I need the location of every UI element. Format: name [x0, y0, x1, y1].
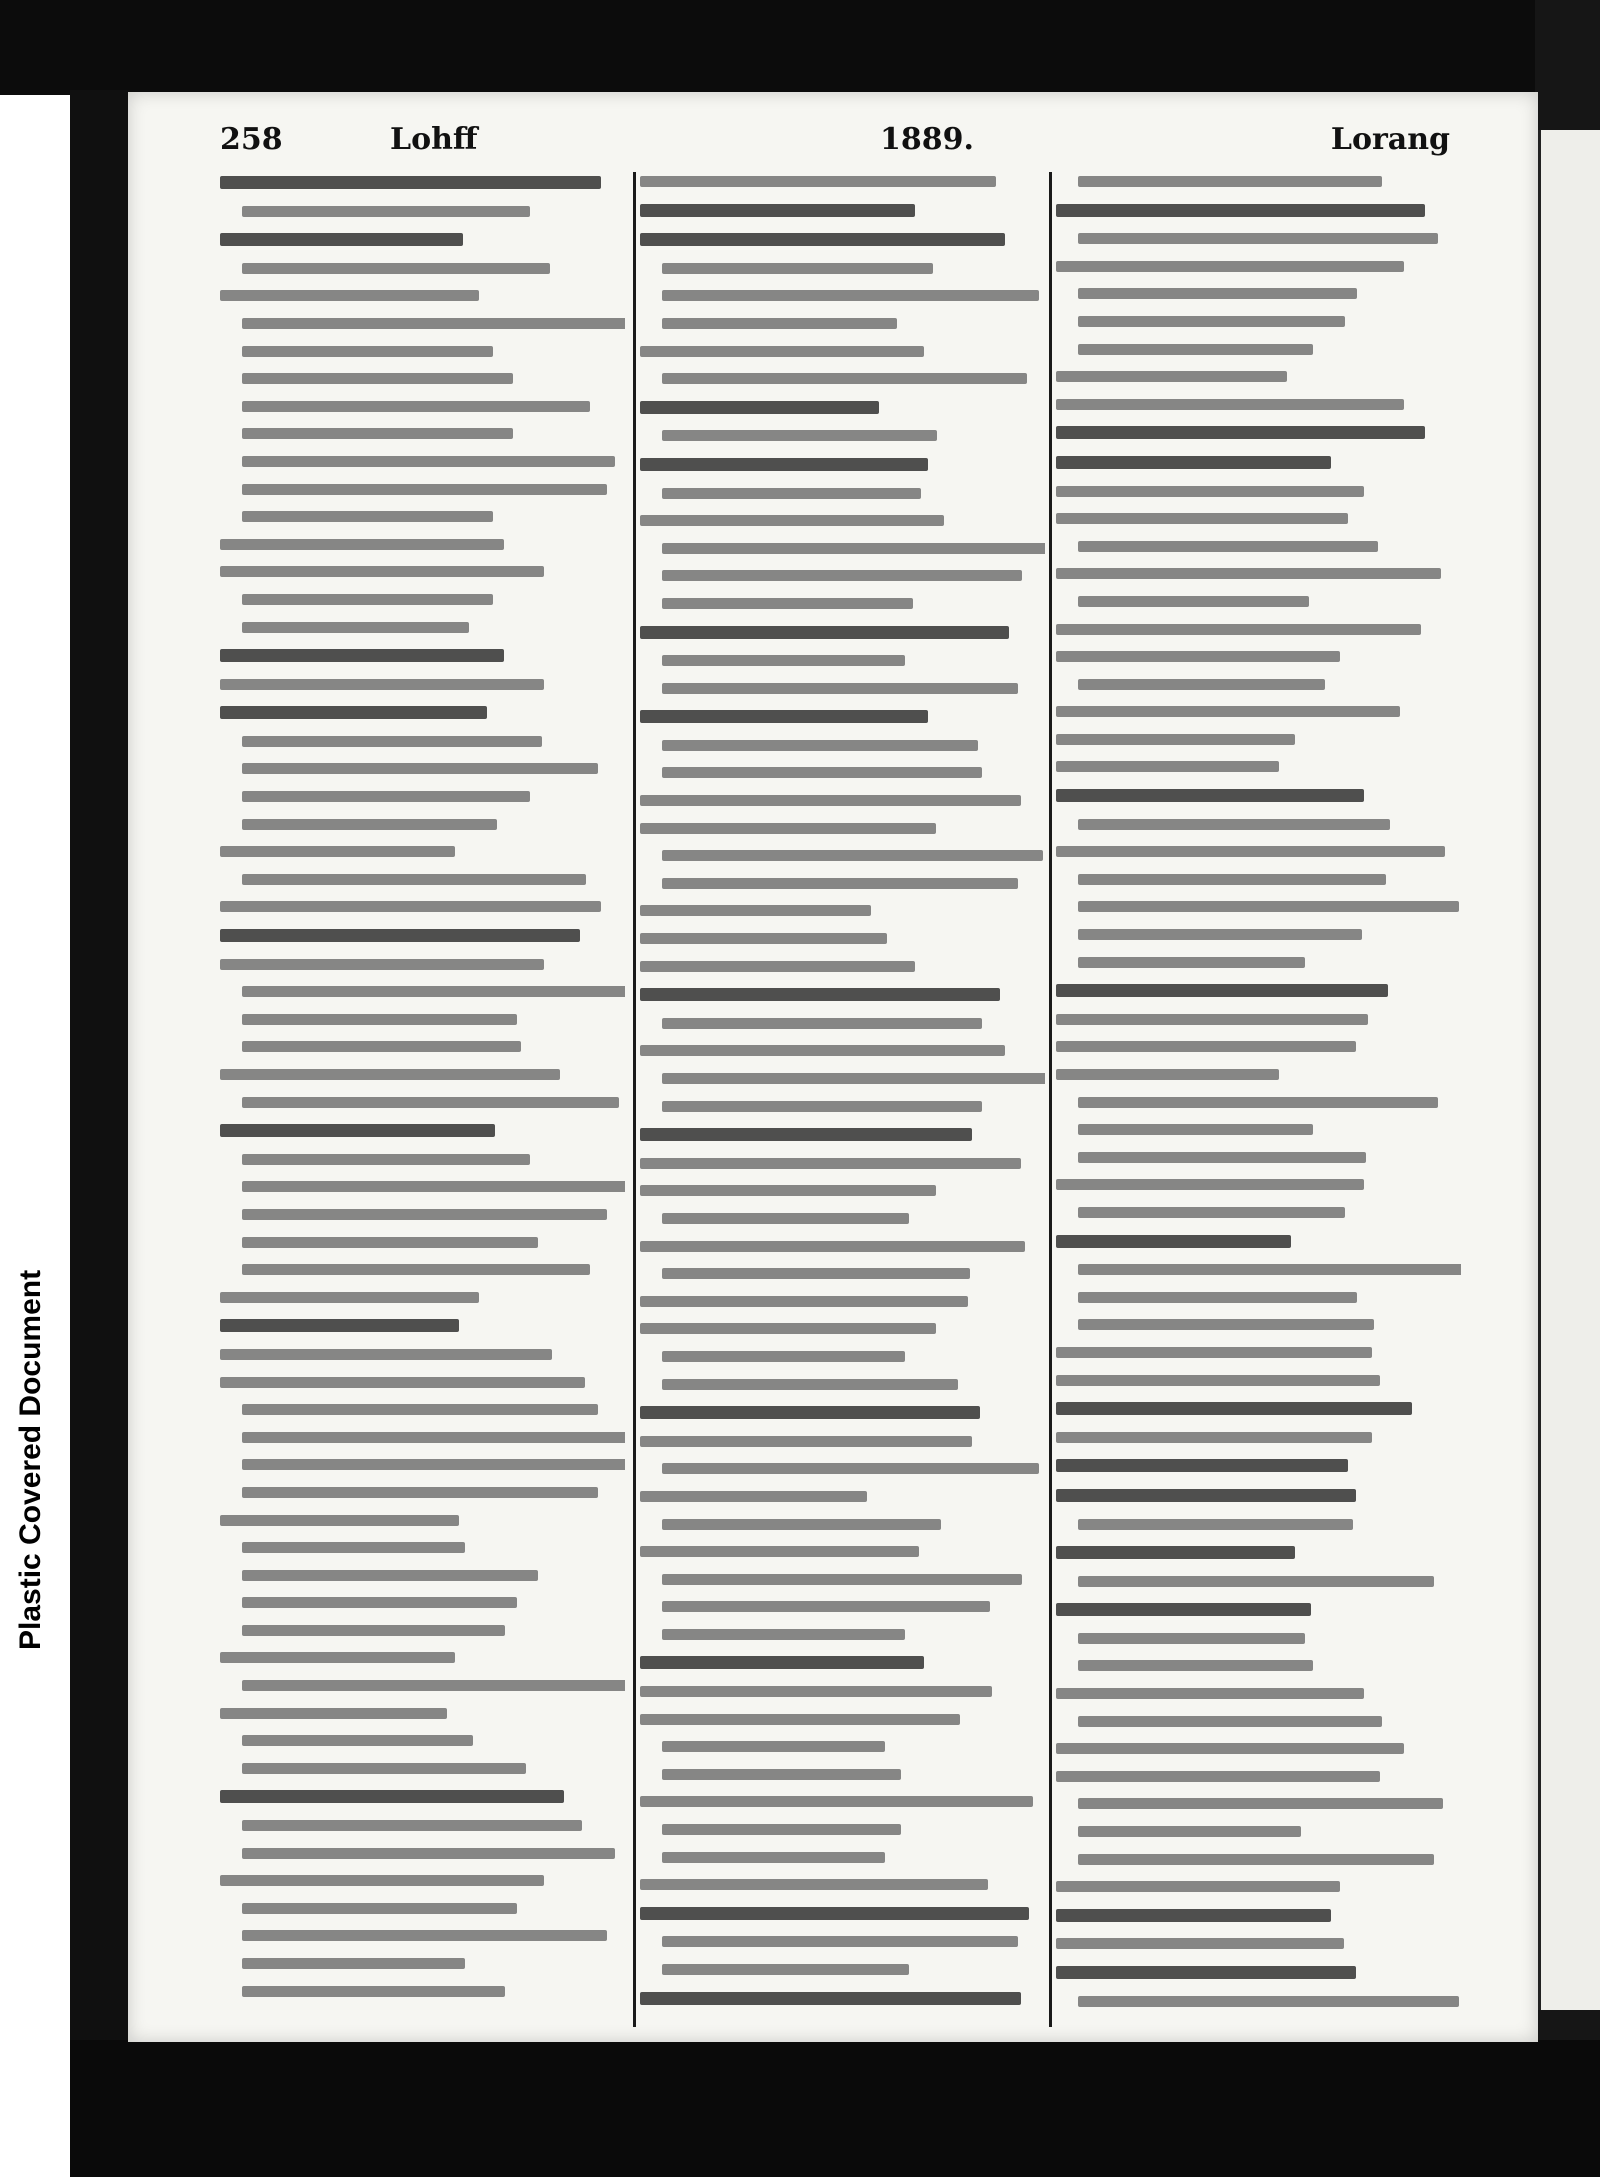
entry-line	[1056, 1938, 1344, 1949]
entry-line	[1078, 1996, 1459, 2007]
entry-line	[242, 1597, 517, 1608]
entry-line	[1056, 984, 1388, 997]
entry-line	[1056, 1347, 1372, 1358]
entry-line	[662, 1741, 885, 1752]
entry-line	[1078, 1854, 1434, 1865]
entry-line	[640, 710, 928, 723]
entry-line	[1056, 261, 1404, 272]
entry-line	[1056, 1432, 1372, 1443]
entry-line	[220, 929, 580, 942]
entry-line	[242, 1487, 598, 1498]
entry-line	[662, 373, 1027, 384]
header-right-keyword: Lorang	[1330, 122, 1450, 157]
entry-line	[220, 1790, 564, 1803]
entry-line	[662, 1769, 901, 1780]
entry-line	[242, 1735, 473, 1746]
entry-line	[242, 206, 530, 217]
entry-line	[662, 1213, 909, 1224]
entry-line	[242, 1625, 505, 1636]
entry-line	[662, 488, 921, 499]
entry-line	[640, 1686, 992, 1697]
entry-line	[1078, 233, 1438, 244]
entry-line	[220, 706, 487, 719]
entry-line	[640, 204, 915, 217]
scanner-edge-left	[70, 90, 130, 2050]
entry-line	[662, 1964, 909, 1975]
entry-line	[640, 1406, 980, 1419]
entry-line	[242, 622, 469, 633]
entry-line	[220, 679, 544, 690]
entry-line	[662, 1601, 990, 1612]
entry-line	[242, 1209, 607, 1220]
entry-line	[242, 736, 542, 747]
entry-line	[1056, 1459, 1348, 1472]
entry-line	[662, 1379, 958, 1390]
entry-line	[242, 318, 625, 329]
entry-line	[640, 1546, 919, 1557]
entry-line	[242, 594, 493, 605]
entry-line	[1078, 316, 1345, 327]
entry-line	[1056, 1743, 1404, 1754]
entry-column-right	[1056, 176, 1461, 2016]
entry-line	[1078, 1264, 1461, 1275]
entry-line	[640, 1241, 1025, 1252]
entry-line	[1056, 1041, 1356, 1052]
entry-line	[220, 846, 455, 857]
header-year: 1889.	[880, 122, 974, 157]
entry-line	[1056, 706, 1400, 717]
entry-line	[1078, 1097, 1438, 1108]
entry-line	[1056, 1546, 1295, 1559]
scanner-edge-bottom	[70, 2040, 1600, 2177]
entry-line	[662, 1268, 970, 1279]
entry-line	[242, 1237, 538, 1248]
entry-line	[242, 1154, 530, 1165]
entry-line	[1078, 901, 1459, 912]
entry-line	[220, 233, 463, 246]
page-header	[220, 122, 1450, 162]
entry-line	[242, 346, 493, 357]
entry-line	[1078, 1633, 1305, 1644]
entry-line	[662, 263, 933, 274]
entry-line	[220, 176, 601, 189]
entry-line	[242, 401, 590, 412]
entry-line	[1056, 1909, 1331, 1922]
entry-line	[242, 819, 497, 830]
entry-line	[1078, 1292, 1357, 1303]
entry-line	[1078, 541, 1378, 552]
entry-line	[1056, 1402, 1412, 1415]
entry-line	[640, 1296, 968, 1307]
column-divider	[1049, 172, 1052, 2027]
entry-line	[1056, 1375, 1380, 1386]
entry-line	[220, 959, 544, 970]
header-left-keyword: Lohff	[390, 122, 478, 157]
entry-line	[220, 1319, 459, 1332]
directory-page	[128, 92, 1538, 2042]
entry-line	[1056, 1603, 1311, 1616]
entry-line	[662, 740, 978, 751]
entry-line	[242, 1958, 465, 1969]
entry-line	[1078, 596, 1309, 607]
entry-line	[220, 1515, 459, 1526]
entry-line	[1078, 957, 1305, 968]
entry-line	[662, 1574, 1022, 1585]
entry-line	[242, 986, 625, 997]
entry-line	[662, 767, 982, 778]
entry-line	[1056, 846, 1445, 857]
entry-line	[662, 290, 1039, 301]
entry-line	[640, 1796, 1033, 1807]
entry-line	[242, 1680, 625, 1691]
entry-line	[1078, 819, 1390, 830]
entry-line	[1056, 1235, 1291, 1248]
adjacent-page-edge	[1538, 130, 1600, 2010]
entry-line	[662, 683, 1018, 694]
entry-line	[640, 1656, 924, 1669]
entry-line	[1056, 513, 1348, 524]
entry-line	[242, 1848, 615, 1859]
entry-line	[220, 290, 479, 301]
entry-line	[1078, 874, 1386, 885]
entry-line	[640, 795, 1021, 806]
entry-line	[640, 233, 1005, 246]
entry-line	[242, 1014, 517, 1025]
entry-line	[1056, 761, 1279, 772]
entry-line	[1078, 1716, 1382, 1727]
side-label: Plastic Covered Document	[14, 1269, 47, 1650]
column-divider	[633, 172, 636, 2027]
entry-line	[220, 1652, 455, 1663]
entry-line	[640, 1714, 960, 1725]
entry-line	[640, 626, 1009, 639]
entry-line	[662, 850, 1043, 861]
entry-line	[662, 1463, 1039, 1474]
entry-line	[1056, 624, 1421, 635]
entry-line	[220, 1875, 544, 1886]
entry-line	[662, 878, 1018, 889]
entry-line	[662, 1852, 885, 1863]
entry-line	[242, 1041, 521, 1052]
entry-line	[1078, 1207, 1345, 1218]
entry-line	[662, 430, 937, 441]
entry-line	[242, 1264, 590, 1275]
entry-line	[640, 401, 879, 414]
entry-line	[242, 1570, 538, 1581]
entry-line	[640, 515, 944, 526]
entry-line	[242, 428, 513, 439]
entry-line	[242, 1542, 465, 1553]
entry-line	[1056, 371, 1287, 382]
entry-line	[662, 1073, 1045, 1084]
entry-line	[662, 1101, 982, 1112]
entry-line	[640, 1323, 936, 1334]
entry-line	[242, 791, 530, 802]
entry-line	[640, 1436, 972, 1447]
entry-line	[220, 649, 504, 662]
entry-line	[1056, 204, 1425, 217]
entry-line	[220, 1377, 585, 1388]
page-number: 258	[220, 122, 283, 157]
entry-line	[1078, 1660, 1313, 1671]
entry-line	[662, 1519, 941, 1530]
entry-line	[1056, 651, 1340, 662]
entry-line	[220, 1349, 552, 1360]
entry-line	[1078, 1152, 1366, 1163]
entry-line	[640, 1907, 1029, 1920]
entry-line	[1078, 1519, 1353, 1530]
entry-line	[1078, 344, 1313, 355]
entry-line	[662, 1824, 901, 1835]
entry-column-left	[220, 176, 625, 2016]
entry-line	[640, 905, 871, 916]
entry-line	[640, 1992, 1021, 2005]
entry-line	[1056, 1489, 1356, 1502]
entry-line	[220, 1292, 479, 1303]
entry-line	[662, 1936, 1018, 1947]
entry-line	[640, 988, 1000, 1001]
entry-line	[662, 570, 1022, 581]
entry-line	[662, 598, 913, 609]
entry-line	[640, 1879, 988, 1890]
entry-line	[1078, 1576, 1434, 1587]
entry-line	[640, 1045, 1005, 1056]
entry-line	[242, 1903, 517, 1914]
entry-line	[1056, 1966, 1356, 1979]
entry-line	[662, 1018, 982, 1029]
entry-line	[662, 1351, 905, 1362]
entry-line	[640, 346, 924, 357]
entry-line	[1056, 1688, 1364, 1699]
entry-line	[1078, 176, 1382, 187]
entry-line	[662, 1629, 905, 1640]
entry-line	[662, 318, 897, 329]
entry-line	[1078, 929, 1362, 940]
entry-line	[1056, 1771, 1380, 1782]
entry-line	[640, 458, 928, 471]
entry-line	[1078, 1319, 1374, 1330]
entry-line	[1056, 1014, 1368, 1025]
entry-line	[220, 539, 504, 550]
entry-line	[242, 1986, 505, 1997]
entry-line	[1078, 1124, 1313, 1135]
entry-line	[662, 543, 1045, 554]
entry-line	[242, 484, 607, 495]
entry-line	[1078, 1798, 1443, 1809]
entry-line	[1056, 789, 1364, 802]
entry-line	[1056, 426, 1425, 439]
entry-line	[242, 1930, 607, 1941]
entry-line	[242, 1181, 625, 1192]
entry-line	[242, 456, 615, 467]
entry-line	[1056, 1069, 1279, 1080]
entry-line	[640, 176, 996, 187]
entry-line	[242, 874, 586, 885]
entry-line	[220, 901, 601, 912]
entry-line	[242, 1459, 625, 1470]
entry-line	[1056, 734, 1295, 745]
entry-line	[220, 1124, 495, 1137]
entry-line	[242, 1097, 619, 1108]
entry-line	[242, 373, 513, 384]
entry-line	[220, 1069, 560, 1080]
entry-line	[1056, 399, 1404, 410]
entry-line	[640, 933, 887, 944]
entry-column-middle	[640, 176, 1045, 2016]
entry-line	[662, 655, 905, 666]
entry-line	[1056, 568, 1441, 579]
entry-line	[242, 1432, 625, 1443]
entry-line	[1056, 1179, 1364, 1190]
entry-line	[640, 1128, 972, 1141]
entry-line	[220, 566, 544, 577]
entry-line	[1078, 1826, 1301, 1837]
scanner-edge-top	[0, 0, 1600, 95]
entry-line	[242, 763, 598, 774]
entry-line	[242, 511, 493, 522]
entry-line	[640, 1491, 867, 1502]
entry-line	[1056, 1881, 1340, 1892]
entry-line	[242, 1763, 526, 1774]
entry-line	[1056, 456, 1331, 469]
entry-line	[640, 823, 936, 834]
entry-line	[640, 1158, 1021, 1169]
entry-line	[242, 1820, 582, 1831]
entry-line	[640, 961, 915, 972]
entry-line	[242, 263, 550, 274]
entry-line	[1078, 288, 1357, 299]
entry-line	[640, 1185, 936, 1196]
entry-line	[1078, 679, 1325, 690]
entry-line	[242, 1404, 598, 1415]
entry-line	[220, 1708, 447, 1719]
entry-line	[1056, 486, 1364, 497]
